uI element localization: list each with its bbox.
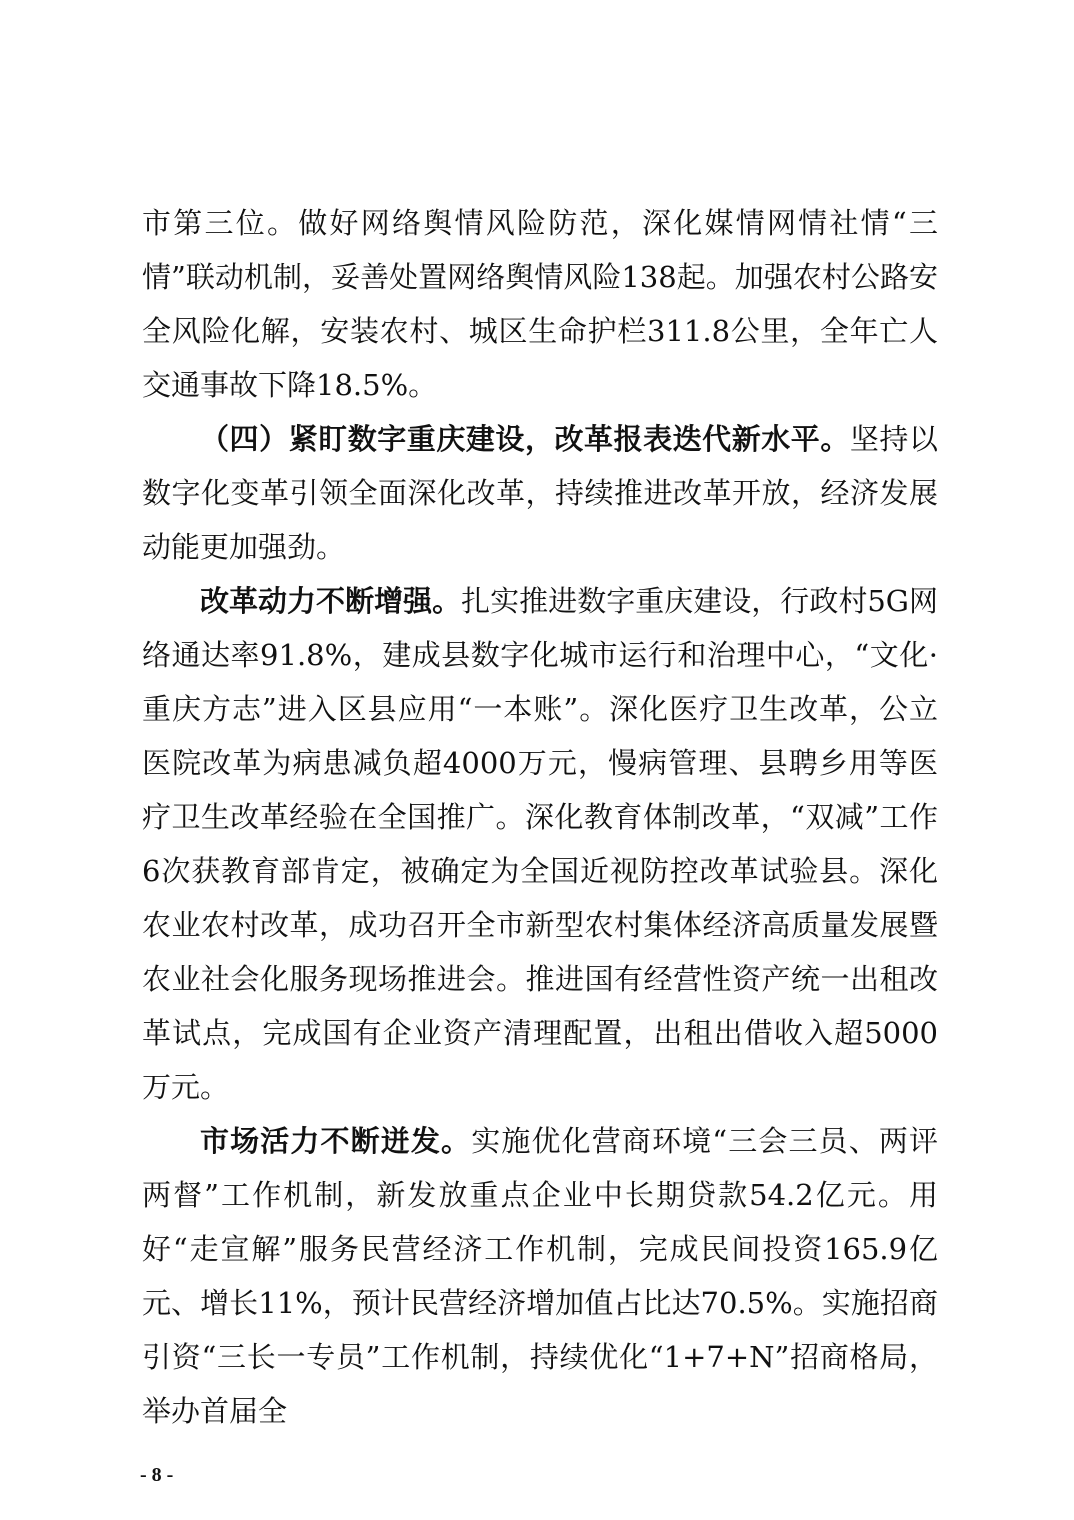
page-number: - 8 - <box>140 1464 174 1486</box>
paragraph-section-four <box>142 412 938 574</box>
section-heading: （四）紧盯数字重庆建设，改革报表迭代新水平。 <box>200 422 850 456</box>
paragraph-lead-heading: 改革动力不断增强。 <box>200 584 462 618</box>
paragraph-text: 市第三位。做好网络舆情风险防范，深化媒情网情社情“三情”联动机制，妥善处置网络舆情风险138起。加强农村公路安全风险化解，安装农村、城区生命护栏311.8公里，全年亡人交通事故下降18.5%。 <box>142 206 938 402</box>
paragraph-market-vitality <box>142 1114 938 1438</box>
paragraph-lead-heading: 市场活力不断迸发。 <box>200 1124 472 1158</box>
paragraph-text: 扎实推进数字重庆建设，行政村5G网络通达率91.8%，建成县数字化城市运行和治理中心，“文化·重庆方志”进入区县应用“一本账”。深化医疗卫生改革，公立医院改革为病患减负超4000万元，慢病管理、县聘乡用等医疗卫生改革经验在全国推广。深化教育体制改革，“双减”工作6次获教育部肯定，被确定为全国近视防控改革试验县。深化农业农村改革，成功召开全市新型农村集体经济高质量发展暨农业社会化服务现场推进会。推进国有经营性资产统一出租改革试点，完成国有企业资产清理配置，出租出借收入超5000万元。 <box>142 584 938 1104</box>
paragraph-continuation <box>142 196 938 412</box>
paragraph-text: 实施优化营商环境“三会三员、两评两督”工作机制，新发放重点企业中长期贷款54.2亿元。用好“走宣解”服务民营经济工作机制，完成民间投资165.9亿元、增长11%，预计民营经济增加值占比达70.5%。实施招商引资“三长一专员”工作机制，持续优化“1+7+N”招商格局，举办首届全 <box>142 1124 938 1428</box>
paragraph-text: 坚持以数字化变革引领全面深化改革，持续推进改革开放，经济发展动能更加强劲。 <box>142 422 938 564</box>
paragraph-reform-momentum <box>142 574 938 1114</box>
body-text <box>142 196 938 1438</box>
